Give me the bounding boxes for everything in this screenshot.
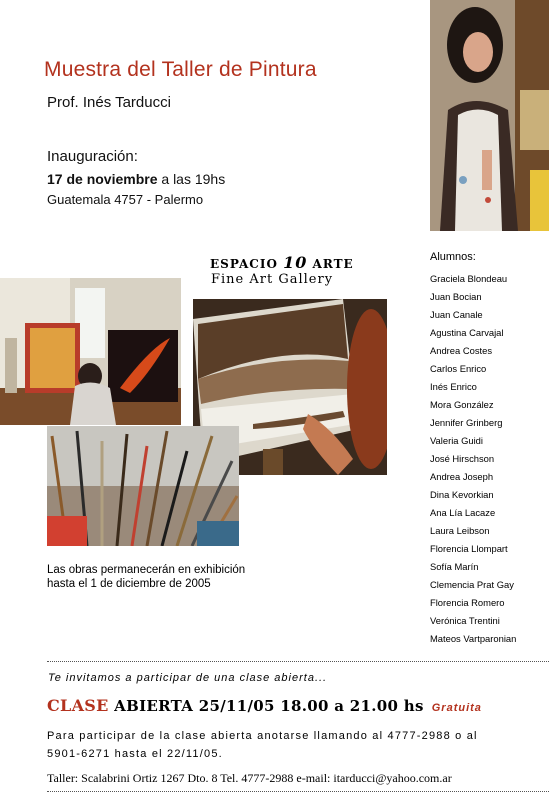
free-badge: Gratuita bbox=[431, 702, 482, 714]
student-name: Jennifer Grinberg bbox=[430, 417, 503, 428]
opening-date-bold: 17 de noviembre bbox=[47, 171, 158, 187]
student-name: Dina Kevorkian bbox=[430, 489, 494, 500]
gallery-logo-word1: ESPACIO bbox=[210, 257, 284, 271]
professor-name: Prof. Inés Tarducci bbox=[47, 94, 171, 111]
exhibition-note-line1: Las obras permanecerán en exhibición bbox=[47, 564, 246, 576]
student-name: Inés Enrico bbox=[430, 381, 477, 392]
student-name: Agustina Carvajal bbox=[430, 327, 504, 338]
open-class-heading bbox=[47, 696, 482, 715]
gallery-logo bbox=[210, 253, 354, 272]
student-name: Verónica Trentini bbox=[430, 615, 500, 626]
open-class-info-line2: 5901-6271 hasta el 22/11/05. bbox=[47, 748, 223, 760]
divider-bottom bbox=[47, 791, 549, 792]
student-name: Andrea Joseph bbox=[430, 471, 494, 482]
student-name: Carlos Enrico bbox=[430, 363, 487, 374]
student-name: Clemencia Prat Gay bbox=[430, 579, 514, 590]
student-name: Valeria Guidi bbox=[430, 435, 483, 446]
open-class-word: CLASE bbox=[47, 696, 109, 715]
student-name: Florencia Romero bbox=[430, 597, 505, 608]
open-class-invite: Te invitamos a participar de una clase abierta... bbox=[48, 672, 328, 684]
student-name: Graciela Blondeau bbox=[430, 273, 508, 284]
students-list bbox=[430, 270, 516, 648]
student-name: Juan Bocian bbox=[430, 291, 482, 302]
opening-label: Inauguración: bbox=[47, 148, 138, 165]
student-name: Juan Canale bbox=[430, 309, 483, 320]
open-class-info bbox=[47, 727, 478, 763]
student-name: Mateos Vartparonian bbox=[430, 633, 517, 644]
student-name: Laura Leibson bbox=[430, 525, 490, 536]
opening-address: Guatemala 4757 - Palermo bbox=[47, 192, 204, 207]
student-name: Ana Lía Lacaze bbox=[430, 507, 496, 518]
gallery-subtitle: Fine Art Gallery bbox=[211, 272, 334, 287]
student-name: Mora González bbox=[430, 399, 494, 410]
footer-contact: Taller: Scalabrini Ortiz 1267 Dto. 8 Tel. 4777-2988 e-mail: itarducci@yahoo.com.ar bbox=[47, 771, 452, 785]
divider-top bbox=[47, 661, 549, 662]
open-class-datetime: ABIERTA 25/11/05 18.00 a 21.00 hs bbox=[108, 697, 424, 715]
gallery-logo-number: 10 bbox=[283, 253, 308, 272]
page-title: Muestra del Taller de Pintura bbox=[44, 58, 317, 81]
student-name: Andrea Costes bbox=[430, 345, 493, 356]
gallery-logo-word2: ARTE bbox=[307, 257, 354, 271]
student-name: José Hirschson bbox=[430, 453, 495, 464]
exhibition-note-line2: hasta el 1 de diciembre de 2005 bbox=[47, 578, 211, 590]
exhibition-note bbox=[47, 563, 245, 591]
brushes-photo bbox=[47, 426, 239, 546]
studio-photo bbox=[0, 278, 181, 425]
opening-date bbox=[47, 171, 225, 187]
opening-time: a las 19hs bbox=[157, 171, 226, 187]
open-class-info-line1: Para participar de la clase abierta anotarse llamando al 4777-2988 o al bbox=[47, 730, 478, 742]
student-name: Sofía Marín bbox=[430, 561, 479, 572]
students-heading: Alumnos: bbox=[430, 251, 476, 263]
student-name: Florencia Llompart bbox=[430, 543, 508, 554]
teacher-portrait-photo bbox=[430, 0, 549, 231]
